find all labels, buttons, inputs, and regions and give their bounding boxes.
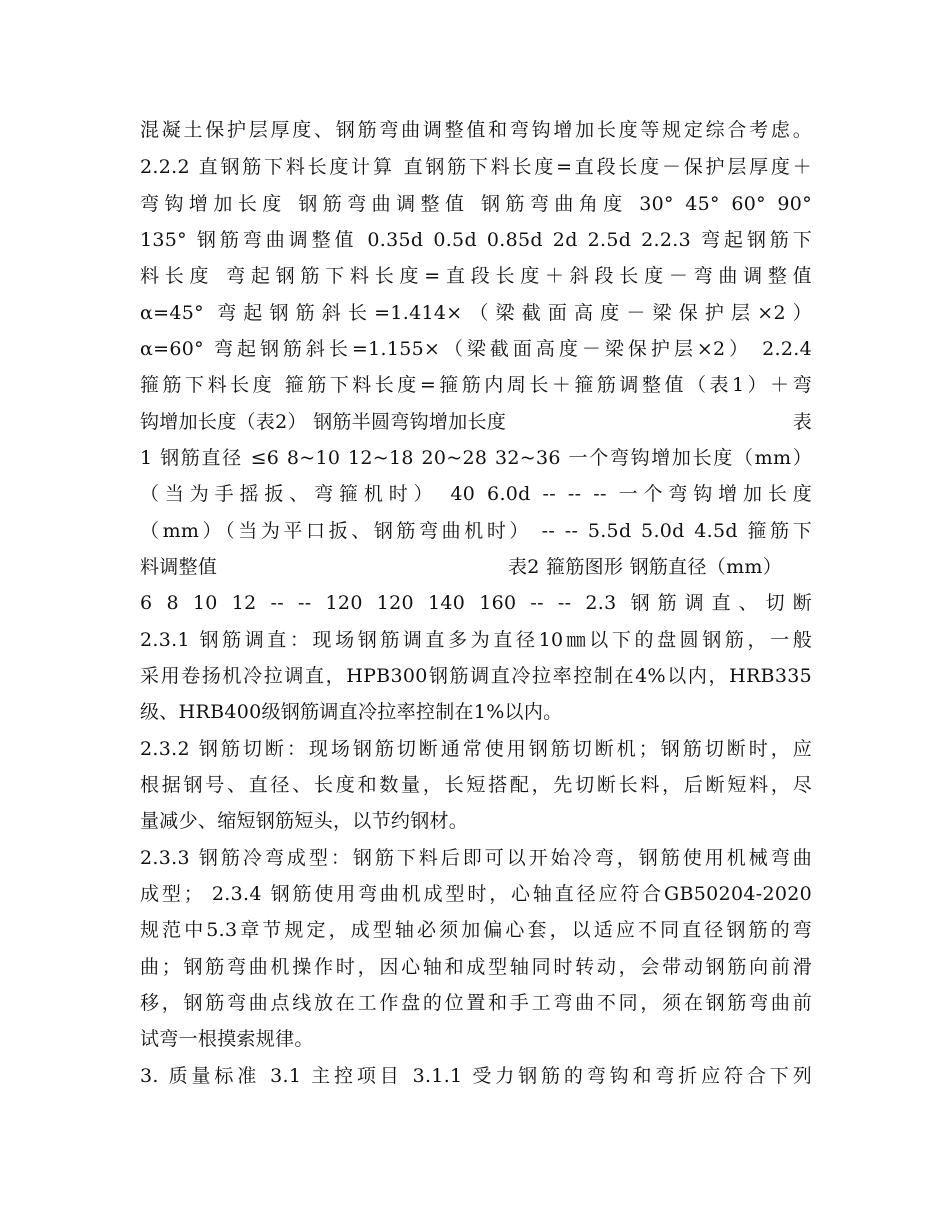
text-line: 试弯一根摸索规律。 <box>140 1028 314 1050</box>
text-line: 规范中5.3章节规定，成型轴必须加偏心套，以适应不同直径钢筋的弯 <box>140 919 812 941</box>
text-line: α=45° 弯起钢筋斜长=1.414×（梁截面高度－梁保护层×2） <box>140 302 812 324</box>
text-line: 6 8 10 12 -- -- 120 120 140 160 -- -- 2.3 钢筋调直、切断 <box>140 592 812 614</box>
text-line: 成型； 2.3.4 钢筋使用弯曲机成型时，心轴直径应符合GB50204-2020 <box>140 883 812 905</box>
text-segment: 表 <box>792 411 812 433</box>
text-line: 混凝土保护层厚度、钢筋弯曲调整值和弯钩增加长度等规定综合考虑。 <box>140 119 812 141</box>
text-segment: 料调整值 <box>140 556 218 578</box>
text-line-split <box>140 549 812 585</box>
text-line: 箍筋下料长度 箍筋下料长度=箍筋内周长＋箍筋调整值（表1）＋弯 <box>140 374 812 396</box>
text-line: （当为手摇扳、弯箍机时） 40 6.0d -- -- -- 一个弯钩增加长度 <box>140 483 812 505</box>
text-line: 量减少、缩短钢筋短头，以节约钢材。 <box>140 810 469 832</box>
text-line: 根据钢号、直径、长度和数量，长短搭配，先切断长料，后断短料，尽 <box>140 774 812 796</box>
text-line-split <box>140 404 812 440</box>
text-line: 级、HRB400级钢筋调直冷拉率控制在1%以内。 <box>140 701 563 723</box>
text-line: 135° 钢筋弯曲调整值 0.35d 0.5d 0.85d 2d 2.5d 2.2.3 弯起钢筋下 <box>140 229 812 251</box>
text-line: 2.2.2 直钢筋下料长度计算 直钢筋下料长度=直段长度－保护层厚度＋ <box>140 156 812 178</box>
text-line: 3. 质量标准 3.1 主控项目 3.1.1 受力钢筋的弯钩和弯折应符合下列 <box>140 1065 812 1087</box>
text-line: （mm）（当为平口扳、钢筋弯曲机时） -- -- 5.5d 5.0d 4.5d 箍筋下 <box>140 520 812 542</box>
text-line: 2.3.3 钢筋冷弯成型：钢筋下料后即可以开始冷弯，钢筋使用机械弯曲 <box>140 847 812 869</box>
text-line: 1 钢筋直径 ≤6 8~10 12~18 20~28 32~36 一个弯钩增加长度（mm） <box>140 447 812 469</box>
text-line: 2.3.1 钢筋调直：现场钢筋调直多为直径10㎜以下的盘圆钢筋，一般 <box>140 629 812 651</box>
text-line: 料长度 弯起钢筋下料长度=直段长度＋斜段长度－弯曲调整值 <box>140 265 812 287</box>
text-line: 弯钩增加长度 钢筋弯曲调整值 钢筋弯曲角度 30° 45° 60° 90° <box>140 193 812 215</box>
text-segment: 表2 箍筋图形 钢筋直径（mm） <box>508 556 783 578</box>
text-line: 移，钢筋弯曲点线放在工作盘的位置和手工弯曲不同，须在钢筋弯曲前 <box>140 992 812 1014</box>
text-line: 2.3.2 钢筋切断：现场钢筋切断通常使用钢筋切断机；钢筋切断时，应 <box>140 738 812 760</box>
text-segment: 钩增加长度（表2） 钢筋半圆弯钩增加长度 <box>140 411 507 433</box>
text-line: 曲；钢筋弯曲机操作时，因心轴和成型轴同时转动，会带动钢筋向前滑 <box>140 956 812 978</box>
text-line: 采用卷扬机冷拉调直，HPB300钢筋调直冷拉率控制在4%以内，HRB335 <box>140 665 812 687</box>
text-line: α=60° 弯起钢筋斜长=1.155×（梁截面高度－梁保护层×2） 2.2.4 <box>140 338 812 360</box>
